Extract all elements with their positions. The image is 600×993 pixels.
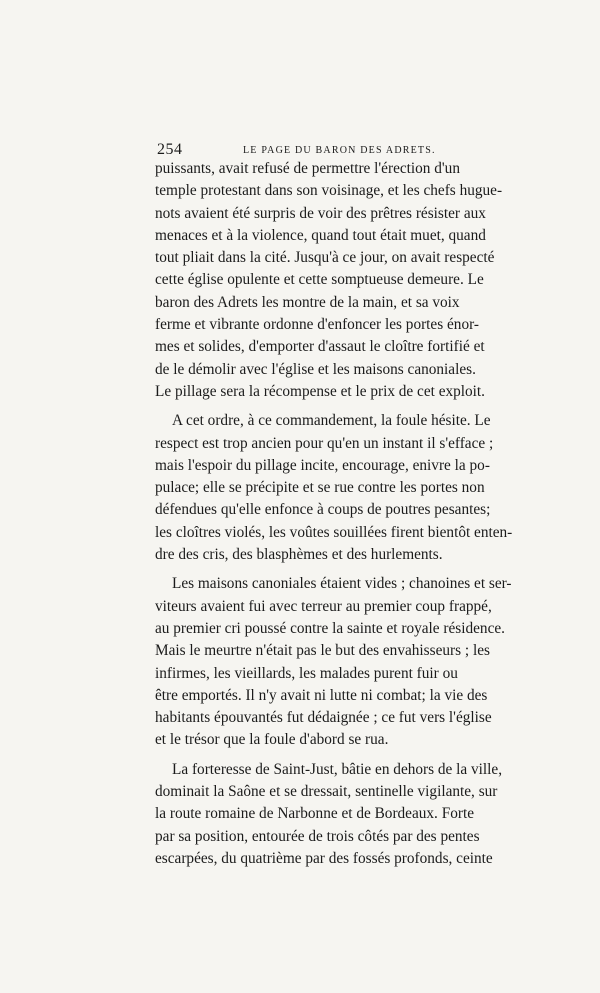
paragraph-gap	[155, 752, 447, 759]
running-title: LE PAGE DU BARON DES ADRETS.	[243, 145, 436, 156]
text-line: habitants épouvantés fut dédaignée ; ce fut vers l'église	[155, 709, 492, 727]
text-line: cette église opulente et cette somptueuse demeure. Le	[155, 271, 484, 289]
text-line: dominait la Saône et se dressait, sentinelle vigilante, sur	[155, 783, 498, 801]
text-line: tout pliait dans la cité. Jusqu'à ce jour, on avait respecté	[155, 249, 495, 267]
text-line: viteurs avaient fui avec terreur au premier coup frappé,	[155, 597, 492, 615]
text-line: infirmes, les vieillards, les malades purent fuir ou	[155, 664, 458, 682]
paragraph	[155, 410, 513, 566]
text-line: escarpées, du quatrième par des fossés profonds, ceinte	[155, 849, 493, 867]
text-line: A cet ordre, à ce commandement, la foule hésite. Le	[172, 412, 491, 430]
paragraph-gap	[155, 566, 447, 573]
text-line: être emportés. Il n'y avait ni lutte ni combat; la vie des	[155, 686, 488, 704]
text-line: Mais le meurtre n'était pas le but des envahisseurs ; les	[155, 642, 490, 660]
paragraph	[155, 759, 503, 870]
text-line: nots avaient été surpris de voir des prêtres résister aux	[155, 204, 486, 222]
text-line: les cloîtres violés, les voûtes souillées firent bientôt enten-	[155, 523, 513, 541]
text-line: mais l'espoir du pillage incite, encourage, enivre la po-	[155, 456, 490, 474]
page-number: 254	[157, 141, 183, 158]
text-line: dre des cris, des blasphèmes et des hurlements.	[155, 546, 443, 564]
text-line: ferme et vibrante ordonne d'enfoncer les portes énor-	[155, 316, 479, 334]
text-line: par sa position, entourée de trois côtés par des pentes	[155, 827, 480, 845]
text-line: et le trésor que la foule d'abord se rua.	[155, 731, 389, 749]
text-line: La forteresse de Saint-Just, bâtie en dehors de la ville,	[172, 760, 503, 778]
text-line: mes et solides, d'emporter d'assaut le cloître fortifié et	[155, 338, 485, 356]
text-line: Le pillage sera la récompense et le prix de cet exploit.	[155, 382, 486, 400]
text-line: respect est trop ancien pour qu'en un instant il s'efface ;	[155, 434, 494, 452]
text-line: Les maisons canoniales étaient vides ; chanoines et ser-	[172, 575, 512, 593]
paragraph	[155, 158, 503, 403]
text-line: menaces et à la violence, quand tout était muet, quand	[155, 226, 486, 244]
text-line: puissants, avait refusé de permettre l'érection d'un	[155, 160, 460, 177]
text-line: pulace; elle se précipite et se rue contre les portes non	[155, 479, 485, 497]
text-line: la route romaine de Narbonne et de Bordeaux. Forte	[155, 805, 474, 823]
text-line: de le démolir avec l'église et les maisons canoniales.	[155, 360, 476, 378]
paragraph	[155, 573, 512, 751]
paragraph-gap	[155, 403, 447, 410]
text-line: au premier cri poussé contre la sainte et royale résidence.	[155, 619, 505, 637]
text-line: baron des Adrets les montre de la main, et sa voix	[155, 293, 460, 311]
text-line: défendues qu'elle enfonce à coups de poutres pesantes;	[155, 501, 491, 519]
text-line: temple protestant dans son voisinage, et les chefs hugue-	[155, 182, 503, 200]
body-text	[155, 158, 513, 870]
